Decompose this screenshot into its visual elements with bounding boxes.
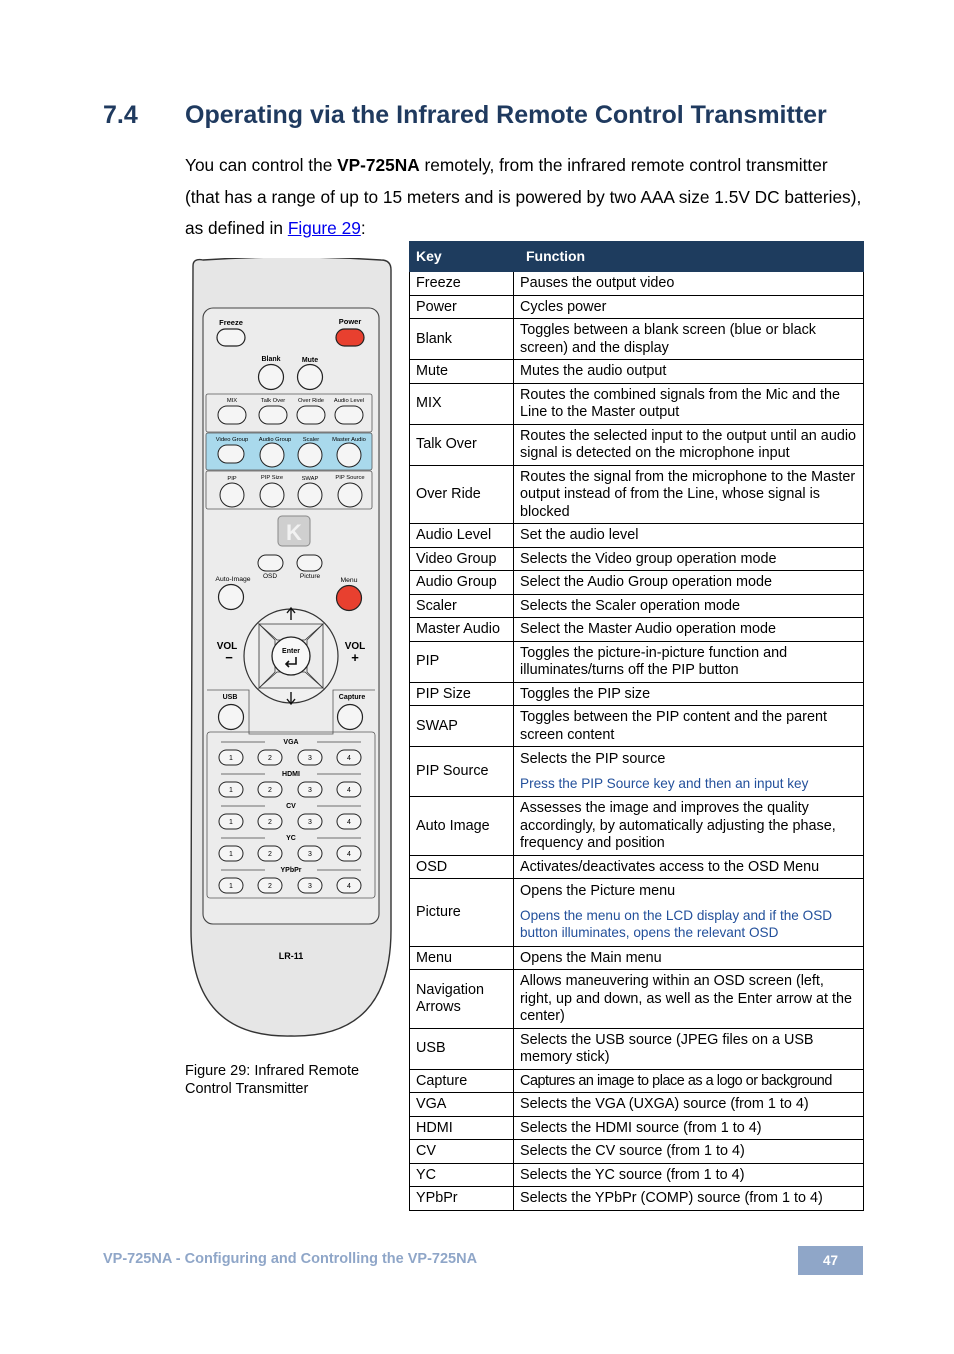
remote-pip-source-button[interactable] — [338, 483, 362, 507]
function-cell — [514, 747, 864, 797]
key-cell: HDMI — [410, 1116, 514, 1140]
remote-enter-button[interactable] — [272, 637, 310, 675]
remote-audio-group-button[interactable] — [260, 443, 284, 467]
remote-mute-button[interactable] — [298, 365, 323, 390]
function-cell — [514, 1028, 864, 1069]
remote-osd-button[interactable] — [258, 555, 283, 571]
remote-power-label: Power — [338, 317, 362, 326]
table-row — [410, 547, 864, 571]
remote-menu-button[interactable] — [337, 586, 362, 611]
function-cell — [514, 970, 864, 1029]
function-cell — [514, 424, 864, 465]
function-text: Pauses the output video — [520, 275, 675, 291]
remote-group-label: HDMI — [282, 771, 300, 778]
key-cell: Audio Group — [410, 571, 514, 595]
table-row — [410, 1028, 864, 1069]
remote-freeze-label: Freeze — [219, 318, 243, 327]
remote-input-button-label: 2 — [268, 787, 272, 794]
remote-input-button-label: 1 — [229, 787, 233, 794]
table-row — [410, 383, 864, 424]
key-cell: Picture — [410, 879, 514, 947]
key-cell: Blank — [410, 319, 514, 360]
function-text: Selects the PIP source — [520, 751, 666, 767]
remote-audio-level-label: Audio Level — [333, 398, 365, 404]
key-cell: OSD — [410, 855, 514, 879]
function-text: Toggles the picture-in-picture function and illuminates/turns off the PIP button — [520, 644, 788, 678]
key-cell: VGA — [410, 1093, 514, 1117]
remote-input-button-label: 3 — [308, 883, 312, 890]
function-cell — [514, 641, 864, 682]
function-text: Toggles between the PIP content and the parent screen content — [520, 709, 827, 743]
plus-icon: + — [351, 650, 359, 665]
intro-text-2: remotely, from the infrared remote control transmitter (that has a range of up to 15 meters and is powered by two AAA size 1.5V DC batteries), as defined in — [185, 155, 862, 238]
function-cell — [514, 383, 864, 424]
key-cell: CV — [410, 1140, 514, 1164]
key-cell: MIX — [410, 383, 514, 424]
key-cell: PIP — [410, 641, 514, 682]
key-cell: Freeze — [410, 272, 514, 296]
function-cell — [514, 594, 864, 618]
remote-swap-button[interactable] — [298, 483, 322, 507]
key-cell: PIP Size — [410, 682, 514, 706]
remote-input-button-label: 3 — [308, 819, 312, 826]
remote-input-button-label: 2 — [268, 819, 272, 826]
function-cell — [514, 465, 864, 524]
function-cell — [514, 571, 864, 595]
remote-control-illustration — [187, 258, 395, 1038]
remote-input-button-label: 4 — [347, 755, 351, 762]
figure-caption: Figure 29: Infrared Remote Control Transmitter — [185, 1063, 360, 1097]
remote-input-button-label: 1 — [229, 851, 233, 858]
table-row — [410, 465, 864, 524]
function-cell — [514, 547, 864, 571]
intro-paragraph — [185, 150, 865, 245]
key-cell: Capture — [410, 1069, 514, 1093]
table-row — [410, 524, 864, 548]
remote-control-figure — [187, 258, 395, 1038]
function-cell — [514, 272, 864, 296]
remote-talk-over-label: Talk Over — [260, 398, 286, 404]
remote-input-button-label: 3 — [308, 851, 312, 858]
key-cell: Talk Over — [410, 424, 514, 465]
function-text: Selects the CV source (from 1 to 4) — [520, 1143, 745, 1159]
table-row — [410, 1069, 864, 1093]
key-cell: Over Ride — [410, 465, 514, 524]
function-cell — [514, 1093, 864, 1117]
function-text: Assesses the image and improves the quality accordingly, by automatically adjusting the phase, frequency and position — [520, 800, 836, 851]
key-cell: SWAP — [410, 706, 514, 747]
remote-input-button-label: 1 — [229, 883, 233, 890]
remote-audio-level-button[interactable] — [335, 406, 363, 424]
table-row — [410, 1093, 864, 1117]
table-row — [410, 1187, 864, 1211]
function-cell — [514, 855, 864, 879]
function-cell — [514, 295, 864, 319]
function-text: Activates/deactivates access to the OSD Menu — [520, 858, 820, 875]
table-row — [410, 618, 864, 642]
remote-capture-button[interactable] — [338, 705, 363, 730]
table-row — [410, 360, 864, 384]
key-cell: Power — [410, 295, 514, 319]
remote-video-group-button[interactable] — [218, 445, 244, 463]
remote-pip-source-label: PIP Source — [335, 475, 365, 481]
function-cell — [514, 1116, 864, 1140]
remote-freeze-button[interactable] — [217, 329, 245, 346]
remote-mix-label: MIX — [226, 398, 238, 404]
remote-mute-label: Mute — [301, 357, 319, 364]
remote-input-button-label: 4 — [347, 819, 351, 826]
remote-group-label: CV — [286, 803, 296, 810]
function-text: Captures an image to place as a logo or background — [520, 1072, 832, 1089]
intro-product-name: VP-725NA — [337, 155, 420, 175]
remote-enter-label: Enter — [282, 648, 300, 655]
function-cell — [514, 946, 864, 970]
key-cell: YC — [410, 1163, 514, 1187]
remote-pip-label: PIP — [227, 476, 237, 482]
remote-model-label: LR-11 — [278, 951, 304, 961]
remote-master-audio-button[interactable] — [337, 443, 361, 467]
remote-input-button-label: 4 — [347, 851, 351, 858]
function-cell — [514, 1187, 864, 1211]
header-key: Key — [410, 242, 514, 272]
remote-input-button-label: 1 — [229, 755, 233, 762]
key-function-table — [409, 241, 864, 1211]
function-cell — [514, 797, 864, 856]
remote-usb-label: USB — [222, 694, 238, 701]
function-text: Routes the signal from the microphone to the Master output instead of from the Line, whose signal is blocked — [520, 468, 856, 520]
function-text: Set the audio level — [520, 527, 639, 543]
function-text: Opens the Picture menu — [520, 883, 676, 899]
key-cell: USB — [410, 1028, 514, 1069]
key-cell: YPbPr — [410, 1187, 514, 1211]
function-cell — [514, 879, 864, 947]
table-row — [410, 594, 864, 618]
kramer-logo-icon: K — [286, 520, 302, 545]
function-text: Opens the Main menu — [520, 949, 662, 966]
remote-osd-label: OSD — [262, 573, 278, 580]
page-number: 47 — [798, 1246, 863, 1275]
table-row — [410, 641, 864, 682]
function-text: Select the Master Audio operation mode — [520, 621, 776, 637]
remote-input-button-label: 3 — [308, 755, 312, 762]
remote-blank-label: Blank — [261, 356, 281, 363]
remote-power-button[interactable] — [336, 329, 364, 346]
table-row — [410, 706, 864, 747]
key-cell: Audio Level — [410, 524, 514, 548]
remote-input-button-label: 4 — [347, 787, 351, 794]
table-row — [410, 682, 864, 706]
table-row — [410, 879, 864, 947]
remote-usb-button[interactable] — [219, 705, 244, 730]
table-row — [410, 970, 864, 1029]
function-note: Opens the menu on the LCD display and if the OSD button illuminates, opens the relevant OSD — [520, 907, 833, 940]
table-row — [410, 747, 864, 797]
remote-over-ride-label: Over Ride — [297, 398, 325, 404]
function-cell — [514, 1069, 864, 1093]
function-text: Selects the Scaler operation mode — [520, 597, 740, 614]
table-row — [410, 295, 864, 319]
remote-group-label: VGA — [283, 739, 299, 746]
page-footer: VP-725NA - Configuring and Controlling the VP-725NA — [103, 1251, 478, 1267]
remote-input-button-label: 2 — [268, 755, 272, 762]
function-cell — [514, 360, 864, 384]
function-text: Cycles power — [520, 298, 607, 315]
section-heading — [103, 101, 827, 130]
table-row — [410, 1116, 864, 1140]
key-cell: Auto Image — [410, 797, 514, 856]
function-cell — [514, 1140, 864, 1164]
function-text: Selects the YPbPr (COMP) source (from 1 to 4) — [520, 1190, 823, 1206]
remote-mix-button[interactable] — [218, 406, 246, 424]
function-text: Selects the Video group operation mode — [520, 550, 777, 567]
remote-auto-image-label: Auto-Image — [215, 576, 251, 583]
remote-scaler-button[interactable] — [298, 443, 322, 467]
remote-blank-button[interactable] — [259, 365, 284, 390]
function-text: Toggles the PIP size — [520, 685, 651, 702]
key-cell: PIP Source — [410, 747, 514, 797]
remote-auto-image-button[interactable] — [219, 585, 244, 610]
remote-pip-button[interactable] — [220, 483, 244, 507]
key-cell: Mute — [410, 360, 514, 384]
section-number: 7.4 — [103, 101, 138, 129]
intro-text-3: : — [360, 218, 366, 238]
figure-link[interactable]: Figure 29 — [287, 218, 361, 238]
table-row — [410, 946, 864, 970]
function-cell — [514, 1163, 864, 1187]
function-note: Press the PIP Source key and then an input key — [520, 775, 809, 791]
remote-picture-label: Picture — [299, 573, 321, 580]
function-text: Selects the HDMI source (from 1 to 4) — [520, 1119, 762, 1136]
table-row — [410, 797, 864, 856]
remote-over-ride-button[interactable] — [297, 406, 325, 424]
key-cell: Navigation Arrows — [410, 970, 514, 1029]
table-row — [410, 319, 864, 360]
remote-input-button-label: 1 — [229, 819, 233, 826]
remote-pip-size-label: PIP Size — [260, 475, 284, 481]
table-row — [410, 424, 864, 465]
table-body — [410, 272, 864, 1211]
function-text: Selects the YC source (from 1 to 4) — [520, 1166, 745, 1183]
section-title: Operating via the Infrared Remote Control Transmitter — [185, 101, 827, 129]
function-cell — [514, 706, 864, 747]
function-cell — [514, 682, 864, 706]
function-cell — [514, 524, 864, 548]
remote-input-button-label: 2 — [268, 851, 272, 858]
intro-text-1: You can control the — [185, 155, 338, 175]
remote-vol-right-label: VOL — [344, 641, 366, 652]
remote-group-label: YPbPr — [280, 867, 302, 874]
function-text: Selects the USB source (JPEG files on a USB memory stick) — [520, 1031, 814, 1065]
remote-capture-label: Capture — [338, 694, 366, 701]
remote-master-audio-label: Master Audio — [332, 437, 366, 443]
remote-scaler-label: Scaler — [302, 437, 320, 443]
remote-input-button-label: 3 — [308, 787, 312, 794]
table-row — [410, 272, 864, 296]
key-cell: Scaler — [410, 594, 514, 618]
function-text: Routes the selected input to the output until an audio signal is detected on the microphone input — [520, 427, 857, 461]
remote-video-group-label: Video Group — [215, 437, 249, 443]
remote-picture-button[interactable] — [297, 555, 322, 571]
remote-swap-label: SWAP — [301, 476, 319, 482]
function-text: Routes the combined signals from the Mic and the Line to the Master output — [520, 386, 840, 420]
function-text: Allows maneuvering within an OSD screen (left, right, up and down, as well as the Enter arrow at the center) — [520, 973, 852, 1024]
remote-audio-group-label: Audio Group — [258, 437, 292, 443]
remote-input-button-label: 4 — [347, 883, 351, 890]
function-text: Select the Audio Group operation mode — [520, 574, 773, 590]
remote-group-label: YC — [286, 835, 296, 842]
function-text: Toggles between a blank screen (blue or black screen) and the display — [520, 322, 816, 356]
remote-vol-left-label: VOL — [216, 641, 238, 652]
remote-menu-label: Menu — [340, 577, 358, 584]
table-row — [410, 855, 864, 879]
minus-icon: − — [225, 650, 233, 665]
remote-talk-over-button[interactable] — [259, 406, 287, 424]
remote-input-button-label: 2 — [268, 883, 272, 890]
header-function: Function — [514, 242, 864, 272]
function-cell — [514, 618, 864, 642]
table-row — [410, 1140, 864, 1164]
table-row — [410, 1163, 864, 1187]
key-cell: Menu — [410, 946, 514, 970]
remote-pip-size-button[interactable] — [260, 483, 284, 507]
table-row — [410, 571, 864, 595]
key-cell: Master Audio — [410, 618, 514, 642]
table-header-row — [410, 242, 864, 272]
key-cell: Video Group — [410, 547, 514, 571]
function-text: Selects the VGA (UXGA) source (from 1 to 4) — [520, 1096, 809, 1112]
function-cell — [514, 319, 864, 360]
function-text: Mutes the audio output — [520, 363, 667, 379]
